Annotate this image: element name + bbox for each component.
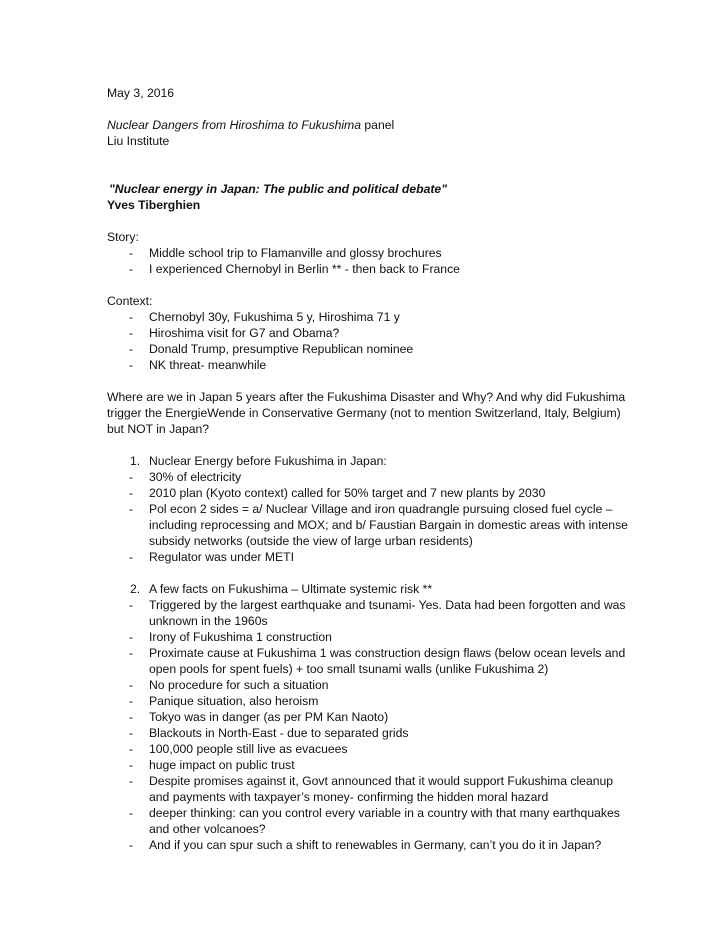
bullet-dash: - xyxy=(129,678,134,692)
section2-item-cont: open pools for spent fuels) + too small tsunami walls (unlike Fukushima 2) xyxy=(149,662,549,676)
story-heading: Story: xyxy=(107,230,139,244)
section2-item: Despite promises against it, Govt announced that it would support Fukushima cleanup xyxy=(149,774,614,788)
bullet-dash: - xyxy=(129,310,134,324)
section2-item: Panique situation, also heroism xyxy=(149,694,319,708)
section-number: 2. xyxy=(130,582,141,596)
bullet-dash: - xyxy=(129,806,134,820)
section1-item: 2010 plan (Kyoto context) called for 50% target and 7 new plants by 2030 xyxy=(149,486,546,500)
section1-item-cont: subsidy networks (outside the view of large urban residents) xyxy=(149,534,473,548)
panel-title: Nuclear Dangers from Hiroshima to Fukushima xyxy=(107,118,361,132)
bullet-dash: - xyxy=(129,550,134,564)
section2-item: Triggered by the largest earthquake and tsunami- Yes. Data had been forgotten and was xyxy=(149,598,626,612)
section1-item: Regulator was under METI xyxy=(149,550,294,564)
bullet-dash: - xyxy=(129,486,134,500)
section2-item: 100,000 people still live as evacuees xyxy=(149,742,348,756)
story-item: I experienced Chernobyl in Berlin ** - then back to France xyxy=(149,262,460,276)
section-number: 1. xyxy=(130,454,141,468)
bullet-dash: - xyxy=(129,246,134,260)
speaker: Yves Tiberghien xyxy=(107,198,201,212)
question-line: Where are we in Japan 5 years after the Fukushima Disaster and Why? And why did Fukushima xyxy=(107,390,626,404)
context-item: Donald Trump, presumptive Republican nominee xyxy=(149,342,414,356)
section-title: Nuclear Energy before Fukushima in Japan: xyxy=(149,454,387,468)
context-heading: Context: xyxy=(107,294,153,308)
bullet-dash: - xyxy=(129,470,134,484)
story-item: Middle school trip to Flamanville and glossy brochures xyxy=(149,246,442,260)
section2-item: Blackouts in North-East - due to separated grids xyxy=(149,726,409,740)
section-title: A few facts on Fukushima – Ultimate systemic risk ** xyxy=(149,582,433,596)
panel-line xyxy=(107,117,394,133)
bullet-dash: - xyxy=(129,598,134,612)
bullet-dash: - xyxy=(129,646,134,660)
bullet-dash: - xyxy=(129,326,134,340)
section2-item: Tokyo was in danger (as per PM Kan Naoto) xyxy=(149,710,389,724)
bullet-dash: - xyxy=(129,630,134,644)
context-item: NK threat- meanwhile xyxy=(149,358,267,372)
bullet-dash: - xyxy=(129,710,134,724)
question-line: trigger the EnergieWende in Conservative Germany (not to mention Switzerland, Italy, Belgium) xyxy=(107,406,621,420)
date: May 3, 2016 xyxy=(107,86,175,100)
bullet-dash: - xyxy=(129,742,134,756)
bullet-dash: - xyxy=(129,758,134,772)
bullet-dash: - xyxy=(129,726,134,740)
section2-item: Proximate cause at Fukushima 1 was construction design flaws (below ocean levels and xyxy=(149,646,626,660)
bullet-dash: - xyxy=(129,262,134,276)
context-item: Chernobyl 30y, Fukushima 5 y, Hiroshima 71 y xyxy=(149,310,400,324)
institute: Liu Institute xyxy=(107,134,170,148)
section2-item-cont: unknown in the 1960s xyxy=(149,614,268,628)
section2-item: huge impact on public trust xyxy=(149,758,295,772)
panel-suffix: panel xyxy=(361,118,395,132)
section1-item: Pol econ 2 sides = a/ Nuclear Village and iron quadrangle pursuing closed fuel cycle – xyxy=(149,502,613,516)
context-item: Hiroshima visit for G7 and Obama? xyxy=(149,326,340,340)
bullet-dash: - xyxy=(129,694,134,708)
bullet-dash: - xyxy=(129,838,134,852)
section1-item: 30% of electricity xyxy=(149,470,242,484)
section2-item: No procedure for such a situation xyxy=(149,678,329,692)
section2-item: deeper thinking: can you control every variable in a country with that many earthquakes xyxy=(149,806,620,820)
bullet-dash: - xyxy=(129,342,134,356)
bullet-dash: - xyxy=(129,358,134,372)
section2-item: And if you can spur such a shift to renewables in Germany, can’t you do it in Japan? xyxy=(149,838,602,852)
section1-item-cont: including reprocessing and MOX; and b/ Faustian Bargain in domestic areas with intense xyxy=(149,518,628,532)
section2-item-cont: and other volcanoes? xyxy=(149,822,266,836)
bullet-dash: - xyxy=(129,502,134,516)
talk-title: "Nuclear energy in Japan: The public and political debate" xyxy=(109,182,447,196)
section2-item: Irony of Fukushima 1 construction xyxy=(149,630,332,644)
section2-item-cont: and payments with taxpayer’s money- confirming the hidden moral hazard xyxy=(149,790,549,804)
question-line: but NOT in Japan? xyxy=(107,422,210,436)
bullet-dash: - xyxy=(129,774,134,788)
